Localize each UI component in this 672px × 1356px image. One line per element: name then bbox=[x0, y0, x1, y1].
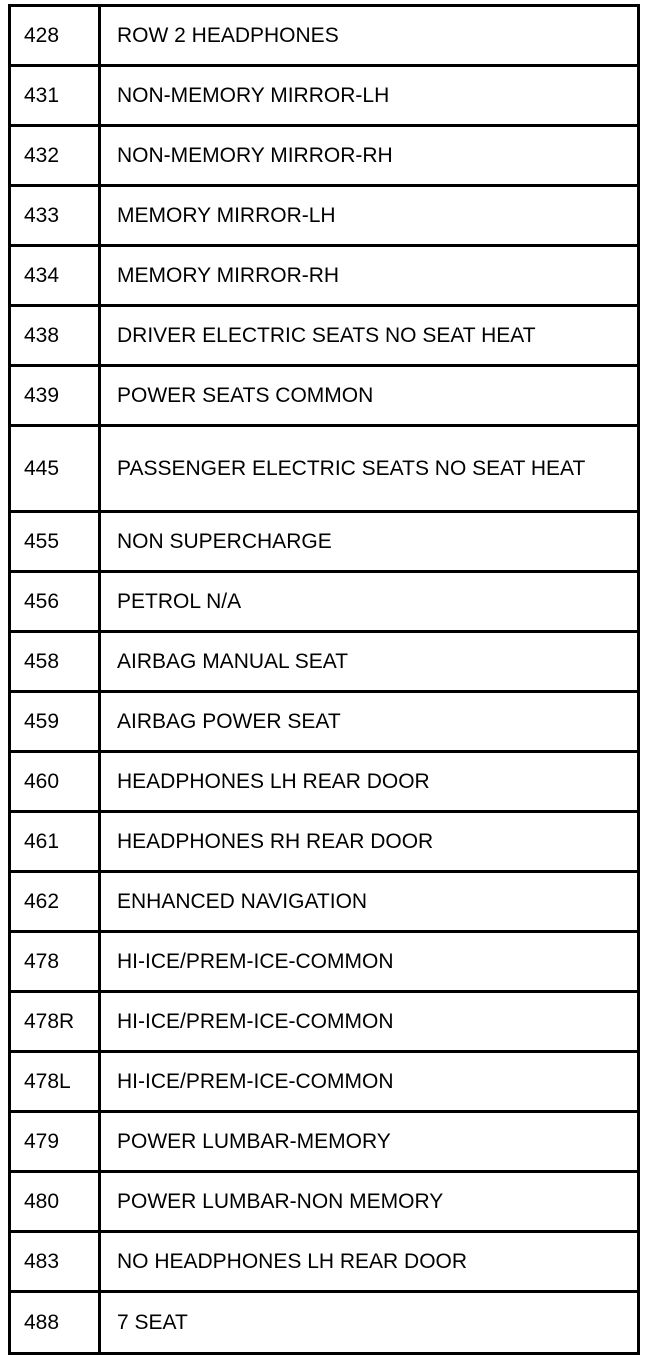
option-description-cell: POWER LUMBAR-NON MEMORY bbox=[100, 1172, 639, 1232]
table-row bbox=[10, 6, 639, 66]
option-code-cell: 455 bbox=[10, 512, 100, 572]
table-row bbox=[10, 1232, 639, 1292]
option-description-cell: PASSENGER ELECTRIC SEATS NO SEAT HEAT bbox=[100, 426, 639, 512]
option-code-cell: 428 bbox=[10, 6, 100, 66]
option-code-cell: 433 bbox=[10, 186, 100, 246]
option-code-cell: 460 bbox=[10, 752, 100, 812]
table-row bbox=[10, 1052, 639, 1112]
option-description-cell: ENHANCED NAVIGATION bbox=[100, 872, 639, 932]
option-code-cell: 431 bbox=[10, 66, 100, 126]
option-code-cell: 439 bbox=[10, 366, 100, 426]
option-description-cell: HEADPHONES LH REAR DOOR bbox=[100, 752, 639, 812]
table-row bbox=[10, 1172, 639, 1232]
option-description-cell: MEMORY MIRROR-RH bbox=[100, 246, 639, 306]
option-description-cell: 7 SEAT bbox=[100, 1292, 639, 1354]
table-row bbox=[10, 366, 639, 426]
option-code-cell: 456 bbox=[10, 572, 100, 632]
table-row bbox=[10, 572, 639, 632]
table-row bbox=[10, 932, 639, 992]
option-code-cell: 480 bbox=[10, 1172, 100, 1232]
option-code-cell: 445 bbox=[10, 426, 100, 512]
table-row bbox=[10, 512, 639, 572]
option-description-cell: MEMORY MIRROR-LH bbox=[100, 186, 639, 246]
option-description-cell: PETROL N/A bbox=[100, 572, 639, 632]
option-code-cell: 459 bbox=[10, 692, 100, 752]
option-description-cell: HEADPHONES RH REAR DOOR bbox=[100, 812, 639, 872]
table-row bbox=[10, 872, 639, 932]
option-code-cell: 461 bbox=[10, 812, 100, 872]
option-code-cell: 483 bbox=[10, 1232, 100, 1292]
table-row bbox=[10, 306, 639, 366]
option-description-cell: ROW 2 HEADPHONES bbox=[100, 6, 639, 66]
option-code-sheet bbox=[8, 4, 640, 1352]
option-code-cell: 478 bbox=[10, 932, 100, 992]
option-description-cell: NO HEADPHONES LH REAR DOOR bbox=[100, 1232, 639, 1292]
table-row bbox=[10, 692, 639, 752]
option-description-cell: HI-ICE/PREM-ICE-COMMON bbox=[100, 932, 639, 992]
option-description-cell: HI-ICE/PREM-ICE-COMMON bbox=[100, 1052, 639, 1112]
option-code-cell: 458 bbox=[10, 632, 100, 692]
option-description-cell: DRIVER ELECTRIC SEATS NO SEAT HEAT bbox=[100, 306, 639, 366]
option-description-cell: AIRBAG POWER SEAT bbox=[100, 692, 639, 752]
table-row bbox=[10, 126, 639, 186]
option-description-cell: NON-MEMORY MIRROR-RH bbox=[100, 126, 639, 186]
table-row bbox=[10, 812, 639, 872]
option-code-table bbox=[8, 4, 640, 1355]
table-row bbox=[10, 1292, 639, 1354]
option-code-cell: 478L bbox=[10, 1052, 100, 1112]
table-row bbox=[10, 632, 639, 692]
option-description-cell: AIRBAG MANUAL SEAT bbox=[100, 632, 639, 692]
option-code-cell: 438 bbox=[10, 306, 100, 366]
option-description-cell: NON-MEMORY MIRROR-LH bbox=[100, 66, 639, 126]
option-code-cell: 432 bbox=[10, 126, 100, 186]
option-description-cell: POWER LUMBAR-MEMORY bbox=[100, 1112, 639, 1172]
option-code-cell: 434 bbox=[10, 246, 100, 306]
option-code-cell: 462 bbox=[10, 872, 100, 932]
table-row bbox=[10, 426, 639, 512]
table-row bbox=[10, 66, 639, 126]
option-description-cell: POWER SEATS COMMON bbox=[100, 366, 639, 426]
table-row bbox=[10, 752, 639, 812]
option-description-cell: NON SUPERCHARGE bbox=[100, 512, 639, 572]
option-code-cell: 488 bbox=[10, 1292, 100, 1354]
table-row bbox=[10, 1112, 639, 1172]
option-description-cell: HI-ICE/PREM-ICE-COMMON bbox=[100, 992, 639, 1052]
table-row bbox=[10, 992, 639, 1052]
option-code-cell: 479 bbox=[10, 1112, 100, 1172]
table-row bbox=[10, 186, 639, 246]
table-row bbox=[10, 246, 639, 306]
option-code-cell: 478R bbox=[10, 992, 100, 1052]
